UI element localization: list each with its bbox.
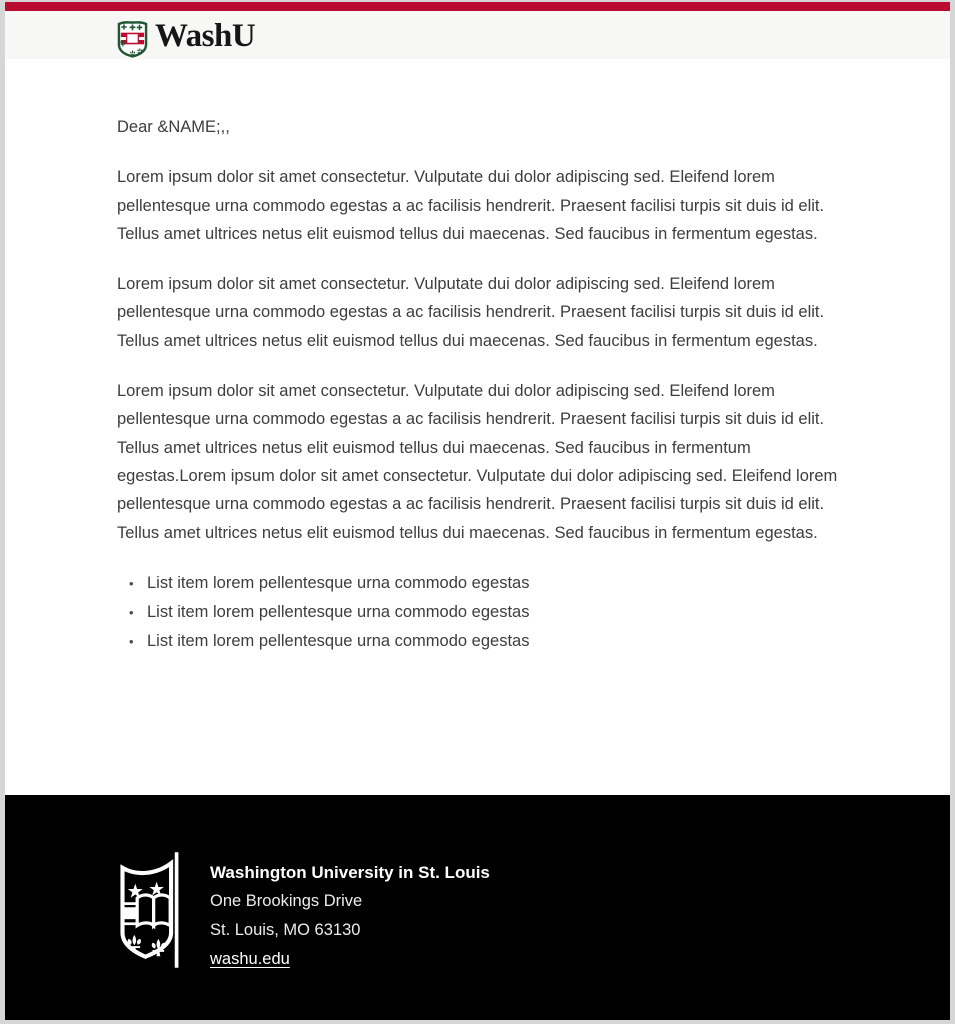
email-header — [5, 11, 950, 59]
bullet-list — [117, 569, 840, 656]
email-footer — [5, 795, 950, 1020]
list-item: • List item lorem pellentesque urna commodo egestas — [129, 627, 840, 656]
email-body — [5, 59, 950, 795]
washu-shield-icon — [117, 19, 148, 58]
email-card — [5, 2, 950, 1020]
paragraph-3: Lorem ipsum dolor sit amet consectetur. Vulputate dui dolor adipiscing sed. Eleifend lorem pellentesque urna commodo egestas a ac facilisis hendrerit. Praesent facilisi turpis sit duis id elit. Tellus amet ultrices netus elit euismod tellus dui maecenas. Sed faucibus in fermentum egestas.Lorem ipsum dolor sit amet consectetur. Vulputate dui dolor adipiscing sed. Eleifend lorem pellentesque urna commodo egestas a ac facilisis hendrerit. Praesent facilisi turpis sit duis id elit. Tellus amet ultrices netus elit euismod tellus dui maecenas. Sed faucibus in fermentum egestas. — [117, 382, 838, 542]
top-accent-bar — [5, 2, 950, 11]
footer-website-link[interactable]: washu.edu — [210, 950, 290, 968]
footer-address-line2: St. Louis, MO 63130 — [210, 921, 361, 939]
list-item: • List item lorem pellentesque urna commodo egestas — [129, 569, 840, 598]
footer-text-block — [210, 852, 490, 974]
paragraph-2: Lorem ipsum dolor sit amet consectetur. Vulputate dui dolor adipiscing sed. Eleifend lorem pellentesque urna commodo egestas a ac facilisis hendrerit. Praesent facilisi turpis sit duis id elit. Tellus amet ultrices netus elit euismod tellus dui maecenas. Sed faucibus in fermentum egestas. — [117, 275, 825, 350]
paragraph-1: Lorem ipsum dolor sit amet consectetur. Vulputate dui dolor adipiscing sed. Eleifend lorem pellentesque urna commodo egestas a ac facilisis hendrerit. Praesent facilisi turpis sit duis id elit. Tellus amet ultrices netus elit euismod tellus dui maecenas. Sed faucibus in fermentum egestas. — [117, 168, 825, 243]
list-item: • List item lorem pellentesque urna commodo egestas — [129, 598, 840, 627]
footer-org-name: Washington University in St. Louis — [210, 863, 490, 882]
footer-address-line1: One Brookings Drive — [210, 892, 363, 910]
brand-wordmark: WashU — [155, 17, 256, 54]
washu-logo-link[interactable] — [117, 13, 255, 58]
washu-shield-outline-icon — [117, 852, 183, 968]
salutation: Dear &NAME;,, — [117, 118, 230, 136]
